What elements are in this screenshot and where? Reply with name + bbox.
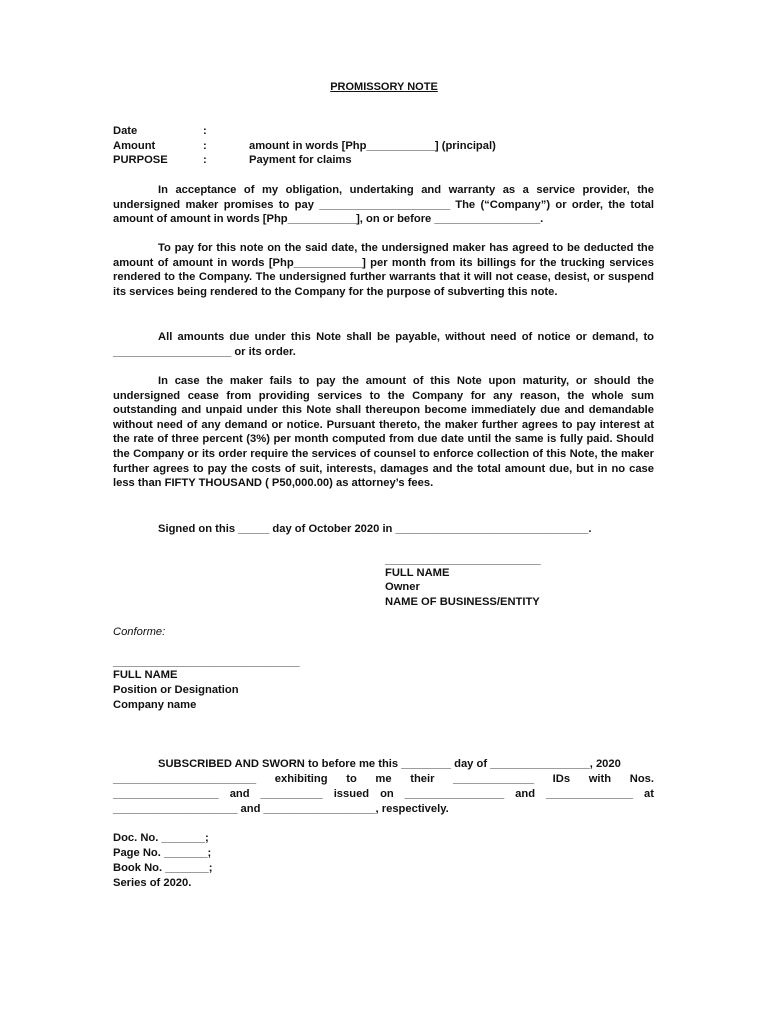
- header-date-row: [113, 124, 673, 139]
- signed-on-line: Signed on this _____ day of October 2020 in _______________________________.: [158, 523, 592, 535]
- purpose-colon: :: [203, 154, 207, 166]
- page-number: Page No. _______;: [113, 847, 212, 859]
- document-title: PROMISSORY NOTE: [330, 81, 438, 93]
- paragraph-payable: [113, 330, 654, 359]
- conforme-company: Company name: [113, 699, 197, 711]
- conforme-full-name: FULL NAME: [113, 669, 178, 681]
- jurat-line-1: SUBSCRIBED AND SWORN to before me this ________ day of ________________, 2020: [158, 758, 621, 770]
- conforme-signature-line: ______________________________: [113, 656, 300, 668]
- series: Series of 2020.: [113, 877, 192, 889]
- paragraph-payable-text: All amounts due under this Note shall be payable, without need of notice or demand, to ___________________ or its order.: [113, 331, 654, 358]
- paragraph-deduction: [113, 241, 654, 299]
- date-colon: :: [203, 125, 207, 137]
- jurat-line-3: _________________ and __________ issued on ________________ and ______________ at: [113, 788, 654, 800]
- conforme-position: Position or Designation: [113, 684, 239, 696]
- header-purpose-row: [113, 153, 673, 168]
- purpose-value: Payment for claims: [249, 154, 352, 166]
- maker-entity: NAME OF BUSINESS/ENTITY: [385, 596, 540, 608]
- book-number: Book No. _______;: [113, 862, 213, 874]
- date-label: Date: [113, 125, 138, 137]
- maker-signature-line: _________________________: [385, 554, 541, 566]
- jurat-line-4: ____________________ and __________________, respectively.: [113, 803, 449, 815]
- paragraph-default: [113, 374, 654, 491]
- paragraph-default-text: In case the maker fails to pay the amount of this Note upon maturity, or should the undersigned cease from providing services to the Company for any reason, the whole sum outstanding and unpaid under this Note shall thereupon become immediately due and demandable without need of any demand or notice. Pursuant thereto, the maker further agrees to pay interest at the rate of three percent (3%) per month computed from due date until the same is fully paid. Should the Company or its order require the services of counsel to enforce collection of this Note, the maker further agrees to pay the costs of suit, interests, damages and the total amount due, but in no case less than FIFTY THOUSAND ( P50,000.00) as attorney’s fees.: [113, 375, 654, 490]
- maker-full-name: FULL NAME: [385, 567, 450, 579]
- paragraph-deduction-text: To pay for this note on the said date, the undersigned maker has agreed to be deducted the amount of amount in words [Php___________] per month from its billings for the trucking services rendered to the Company. The undersigned further warrants that it will not cease, desist, or suspend its services being rendered to the Company for the purpose of subverting this note.: [113, 242, 654, 298]
- header-amount-row: [113, 139, 673, 154]
- paragraph-acceptance: [113, 183, 654, 227]
- doc-number: Doc. No. _______;: [113, 832, 209, 844]
- amount-colon: :: [203, 140, 207, 152]
- amount-value: amount in words [Php___________] (principal): [249, 140, 496, 152]
- purpose-label: PURPOSE: [113, 154, 168, 166]
- paragraph-acceptance-text: In acceptance of my obligation, undertaking and warranty as a service provider, the undersigned maker promises to pay _____________________ The (“Company”) or order, the total amount of amount in words [Php___________], on or before _________________.: [113, 184, 654, 226]
- jurat-line-2: _______________________ exhibiting to me their _____________ IDs with Nos.: [113, 773, 654, 785]
- maker-role: Owner: [385, 581, 420, 593]
- conforme-label: Conforme:: [113, 626, 166, 638]
- amount-label: Amount: [113, 140, 156, 152]
